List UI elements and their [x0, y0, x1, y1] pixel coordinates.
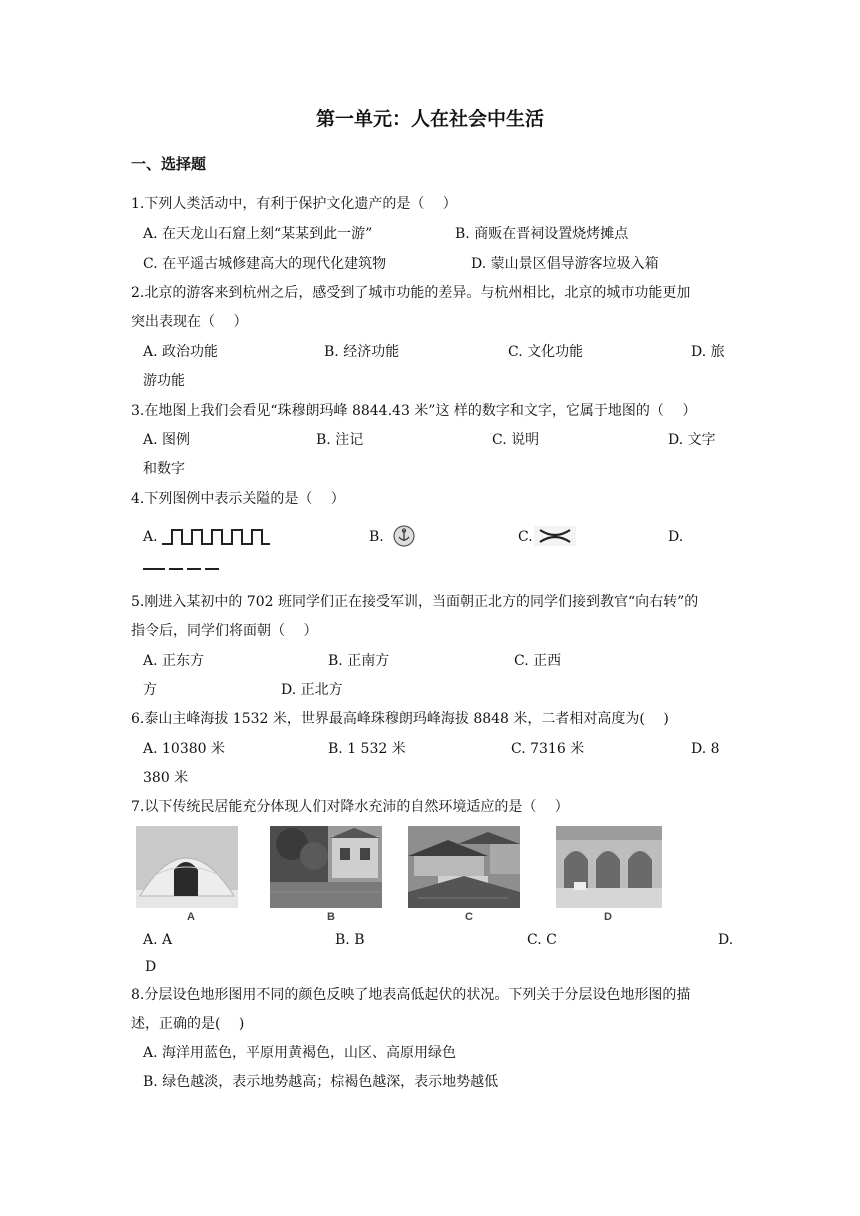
question-1-option-d: D. 蒙山景区倡导游客垃圾入箱 — [471, 256, 659, 272]
question-6-option-c: C. 7316 米 — [511, 741, 585, 757]
photo-caption-d: D — [604, 911, 612, 923]
question-2-option-b: B. 经济功能 — [324, 344, 400, 360]
question-6-option-d-line1: D. 8 — [691, 741, 720, 757]
question-8-option-b: B. 绿色越淡，表示地势越高；棕褐色越深，表示地势越低 — [143, 1074, 499, 1090]
question-8-stem-line2: 述，正确的是( ) — [131, 1016, 245, 1032]
question-2-option-c: C. 文化功能 — [508, 344, 584, 360]
question-5-stem-line1: 5.刚进入某初中的 702 班同学们正在接受军训，当面朝正北方的同学们接到教官“向右转”的 — [131, 594, 699, 610]
question-7-option-c: C. C — [527, 932, 557, 948]
question-3-option-a: A. 图例 — [143, 432, 191, 448]
question-7-option-d-line1: D. — [718, 932, 734, 948]
question-7-option-a: A. A — [143, 932, 173, 948]
question-2-option-d-line2: 游功能 — [143, 373, 185, 389]
question-1-stem: 1.下列人类活动中，有利于保护文化遗产的是（ ） — [131, 196, 457, 212]
question-5-option-c-line1: C. 正西 — [514, 653, 562, 669]
question-5-option-d: D. 正北方 — [281, 682, 343, 698]
photo-caption-c: C — [465, 911, 473, 923]
photo-caption-a: A — [187, 911, 195, 923]
section-heading: 一、选择题 — [131, 155, 207, 173]
question-4-option-c: C. — [518, 529, 533, 545]
question-5-option-c-line2: 方 — [143, 682, 157, 698]
great-wall-symbol-icon — [160, 525, 272, 547]
question-3-option-b: B. 注记 — [316, 432, 364, 448]
question-5-option-b: B. 正南方 — [328, 653, 390, 669]
question-6-option-a: A. 10380 米 — [143, 741, 225, 757]
question-3-stem: 3.在地图上我们会看见“珠穆朗玛峰 8844.43 米”这 样的数字和文字，它属于地图的（ ） — [131, 403, 697, 419]
question-4-option-b: B. — [369, 529, 384, 545]
question-3-option-d-line2: 和数字 — [143, 461, 185, 477]
question-7-option-b: B. B — [335, 932, 365, 948]
question-6-option-b: B. 1 532 米 — [328, 741, 406, 757]
question-3-option-c: C. 说明 — [492, 432, 540, 448]
photo-caption-b: B — [327, 911, 335, 923]
pass-symbol-icon — [534, 526, 576, 546]
question-1-option-a: A. 在天龙山石窟上刻“某某到此一游” — [143, 226, 373, 242]
courtyard-house-photo — [408, 826, 520, 908]
question-2-stem-line1: 2.北京的游客来到杭州之后，感受到了城市功能的差异。与杭州相比，北京的城市功能更加 — [131, 285, 691, 301]
question-4-option-a: A. — [143, 529, 158, 545]
question-2-option-d-line1: D. 旅 — [691, 344, 725, 360]
page-title: 第一单元：人在社会中生活 — [315, 108, 544, 130]
water-town-photo — [270, 826, 382, 908]
question-4-option-d: D. — [668, 529, 684, 545]
question-8-stem-line1: 8.分层设色地形图用不同的颜色反映了地表高低起伏的状况。下列关于分层设色地形图的描 — [131, 987, 691, 1003]
question-3-option-d-line1: D. 文字 — [668, 432, 716, 448]
question-7-stem: 7.以下传统民居能充分体现人们对降水充沛的自然环境适应的是（ ） — [131, 799, 569, 815]
igloo-photo — [136, 826, 238, 908]
question-1-option-c: C. 在平遥古城修建高大的现代化建筑物 — [143, 256, 387, 272]
question-5-stem-line2: 指令后，同学们将面朝（ ） — [131, 623, 318, 639]
port-symbol-icon — [392, 524, 416, 548]
cave-dwelling-photo — [556, 826, 662, 908]
question-2-option-a: A. 政治功能 — [143, 344, 219, 360]
question-5-option-a: A. 正东方 — [143, 653, 205, 669]
question-8-option-a: A. 海洋用蓝色，平原用黄褐色，山区、高原用绿色 — [143, 1045, 457, 1061]
question-7-option-d-line2: D — [145, 959, 157, 975]
question-6-stem: 6.泰山主峰海拔 1532 米，世界最高峰珠穆朗玛峰海拔 8848 米，二者相对高度为( ) — [131, 711, 669, 727]
question-4-stem: 4.下列图例中表示关隘的是（ ） — [131, 491, 345, 507]
question-1-option-b: B. 商贩在晋祠设置烧烤摊点 — [455, 226, 629, 242]
question-6-option-d-line2: 380 米 — [143, 770, 189, 786]
question-2-stem-line2: 突出表现在（ ） — [131, 314, 248, 330]
boundary-line-symbol-icon — [143, 566, 227, 572]
